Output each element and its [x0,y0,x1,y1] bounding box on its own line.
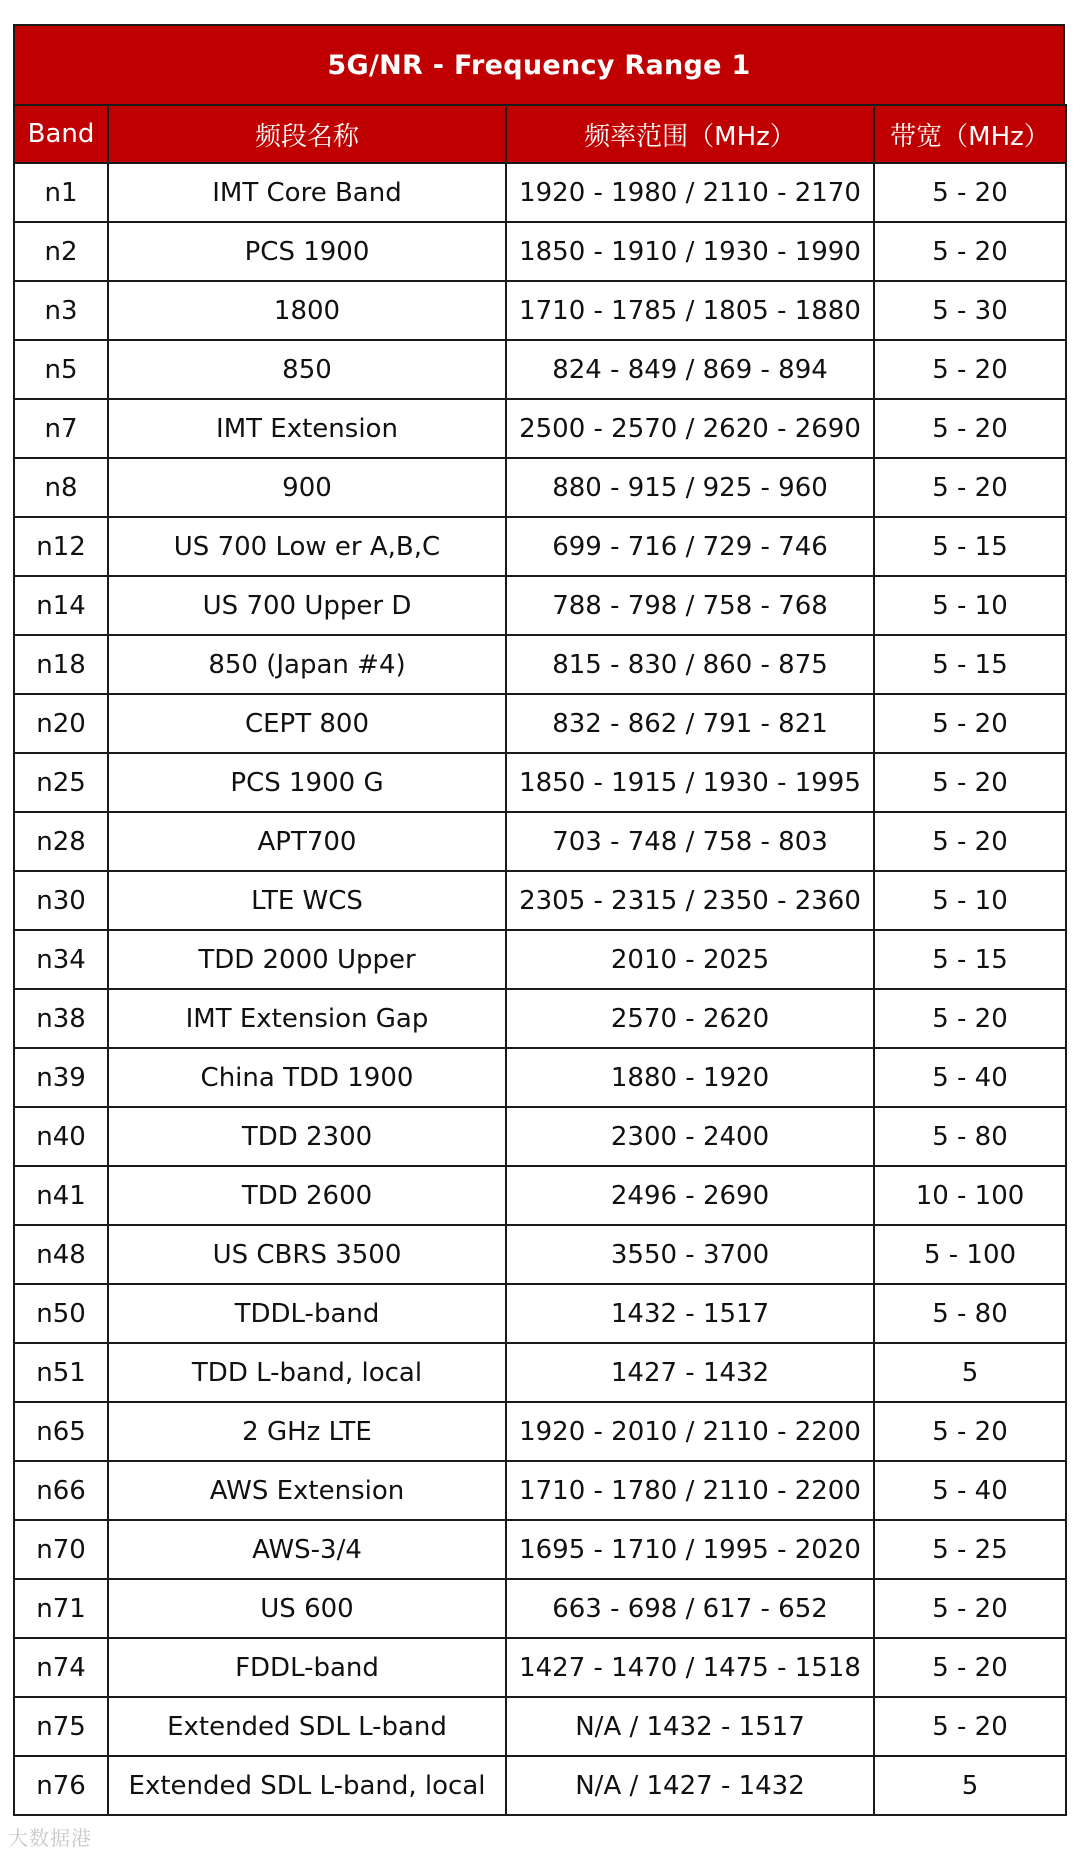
table-row [14,635,1066,694]
cell-frequency-range: 1427 - 1432 [506,1343,874,1402]
cell-bandwidth: 5 - 20 [874,458,1066,517]
cell-band-name: Extended SDL L-band [108,1697,506,1756]
cell-band: n40 [14,1107,108,1166]
table-row [14,340,1066,399]
table-row [14,1579,1066,1638]
table-row [14,576,1066,635]
cell-frequency-range: 2496 - 2690 [506,1166,874,1225]
cell-bandwidth: 5 - 20 [874,1579,1066,1638]
cell-frequency-range: 2500 - 2570 / 2620 - 2690 [506,399,874,458]
cell-bandwidth: 5 - 30 [874,281,1066,340]
cell-band-name: China TDD 1900 [108,1048,506,1107]
cell-band-name: IMT Extension Gap [108,989,506,1048]
cell-band-name: PCS 1900 G [108,753,506,812]
table-row [14,812,1066,871]
cell-band: n41 [14,1166,108,1225]
cell-band-name: APT700 [108,812,506,871]
cell-band: n50 [14,1284,108,1343]
table-row [14,1284,1066,1343]
cell-frequency-range: 699 - 716 / 729 - 746 [506,517,874,576]
cell-band: n34 [14,930,108,989]
cell-bandwidth: 5 - 20 [874,1697,1066,1756]
cell-frequency-range: 1710 - 1780 / 2110 - 2200 [506,1461,874,1520]
cell-frequency-range: 703 - 748 / 758 - 803 [506,812,874,871]
cell-frequency-range: 2300 - 2400 [506,1107,874,1166]
cell-band: n65 [14,1402,108,1461]
header-frequency-range: 频率范围（MHz） [506,105,874,163]
cell-bandwidth: 10 - 100 [874,1166,1066,1225]
table-row [14,399,1066,458]
cell-frequency-range: 1710 - 1785 / 1805 - 1880 [506,281,874,340]
cell-band-name: AWS-3/4 [108,1520,506,1579]
watermark-text: 大数据港 [8,1826,92,1850]
cell-bandwidth: 5 [874,1756,1066,1815]
table-row [14,222,1066,281]
cell-band-name: AWS Extension [108,1461,506,1520]
cell-bandwidth: 5 - 20 [874,222,1066,281]
cell-band: n39 [14,1048,108,1107]
cell-frequency-range: N/A / 1427 - 1432 [506,1756,874,1815]
cell-band: n18 [14,635,108,694]
cell-band: n51 [14,1343,108,1402]
cell-band: n1 [14,163,108,222]
frequency-table [13,104,1067,1816]
cell-frequency-range: 1880 - 1920 [506,1048,874,1107]
cell-band-name: TDD 2000 Upper [108,930,506,989]
cell-bandwidth: 5 - 20 [874,399,1066,458]
cell-frequency-range: 3550 - 3700 [506,1225,874,1284]
table-row [14,753,1066,812]
table-row [14,1461,1066,1520]
cell-bandwidth: 5 - 20 [874,340,1066,399]
cell-band: n25 [14,753,108,812]
table-row [14,694,1066,753]
cell-band: n7 [14,399,108,458]
cell-frequency-range: 1695 - 1710 / 1995 - 2020 [506,1520,874,1579]
cell-band-name: IMT Core Band [108,163,506,222]
cell-band-name: 1800 [108,281,506,340]
cell-bandwidth: 5 - 20 [874,812,1066,871]
cell-band: n74 [14,1638,108,1697]
cell-band: n48 [14,1225,108,1284]
frequency-table-container [13,24,1065,1816]
cell-frequency-range: 815 - 830 / 860 - 875 [506,635,874,694]
table-row [14,1520,1066,1579]
cell-band: n12 [14,517,108,576]
cell-frequency-range: 1920 - 2010 / 2110 - 2200 [506,1402,874,1461]
cell-bandwidth: 5 - 100 [874,1225,1066,1284]
cell-band: n30 [14,871,108,930]
header-band-name: 频段名称 [108,105,506,163]
cell-frequency-range: 788 - 798 / 758 - 768 [506,576,874,635]
table-row [14,1343,1066,1402]
cell-band-name: CEPT 800 [108,694,506,753]
cell-frequency-range: 2305 - 2315 / 2350 - 2360 [506,871,874,930]
cell-band: n38 [14,989,108,1048]
header-row [14,105,1066,163]
cell-band: n76 [14,1756,108,1815]
cell-frequency-range: 2010 - 2025 [506,930,874,989]
cell-frequency-range: 880 - 915 / 925 - 960 [506,458,874,517]
cell-frequency-range: 663 - 698 / 617 - 652 [506,1579,874,1638]
cell-band: n70 [14,1520,108,1579]
cell-band-name: 2 GHz LTE [108,1402,506,1461]
cell-frequency-range: 824 - 849 / 869 - 894 [506,340,874,399]
cell-band-name: IMT Extension [108,399,506,458]
cell-frequency-range: 1427 - 1470 / 1475 - 1518 [506,1638,874,1697]
cell-frequency-range: 1920 - 1980 / 2110 - 2170 [506,163,874,222]
cell-frequency-range: 832 - 862 / 791 - 821 [506,694,874,753]
table-row [14,1166,1066,1225]
cell-bandwidth: 5 - 40 [874,1048,1066,1107]
table-row [14,517,1066,576]
cell-band-name: FDDL-band [108,1638,506,1697]
cell-bandwidth: 5 - 10 [874,871,1066,930]
cell-band-name: US 600 [108,1579,506,1638]
cell-band: n2 [14,222,108,281]
cell-band: n8 [14,458,108,517]
header-bandwidth: 带宽（MHz） [874,105,1066,163]
table-row [14,1048,1066,1107]
cell-band-name: 850 [108,340,506,399]
cell-band-name: US 700 Low er A,B,C [108,517,506,576]
cell-bandwidth: 5 - 15 [874,517,1066,576]
table-row [14,1697,1066,1756]
cell-band-name: TDDL-band [108,1284,506,1343]
cell-bandwidth: 5 - 20 [874,989,1066,1048]
cell-bandwidth: 5 - 20 [874,1402,1066,1461]
cell-bandwidth: 5 - 80 [874,1107,1066,1166]
table-row [14,458,1066,517]
cell-frequency-range: 1850 - 1910 / 1930 - 1990 [506,222,874,281]
table-row [14,163,1066,222]
cell-band-name: PCS 1900 [108,222,506,281]
cell-bandwidth: 5 [874,1343,1066,1402]
cell-bandwidth: 5 - 20 [874,163,1066,222]
table-row [14,930,1066,989]
table-row [14,871,1066,930]
cell-band: n66 [14,1461,108,1520]
cell-band-name: TDD 2300 [108,1107,506,1166]
cell-band: n75 [14,1697,108,1756]
table-row [14,281,1066,340]
cell-bandwidth: 5 - 20 [874,753,1066,812]
cell-bandwidth: 5 - 20 [874,694,1066,753]
table-row [14,1225,1066,1284]
cell-bandwidth: 5 - 15 [874,930,1066,989]
cell-frequency-range: 2570 - 2620 [506,989,874,1048]
cell-bandwidth: 5 - 15 [874,635,1066,694]
cell-bandwidth: 5 - 20 [874,1638,1066,1697]
cell-bandwidth: 5 - 10 [874,576,1066,635]
cell-frequency-range: 1432 - 1517 [506,1284,874,1343]
cell-bandwidth: 5 - 25 [874,1520,1066,1579]
table-row [14,1402,1066,1461]
cell-bandwidth: 5 - 80 [874,1284,1066,1343]
cell-band: n14 [14,576,108,635]
table-row [14,1107,1066,1166]
cell-band: n71 [14,1579,108,1638]
table-row [14,1638,1066,1697]
cell-band-name: TDD 2600 [108,1166,506,1225]
table-title: 5G/NR - Frequency Range 1 [13,24,1065,104]
cell-band-name: US CBRS 3500 [108,1225,506,1284]
cell-bandwidth: 5 - 40 [874,1461,1066,1520]
cell-band: n3 [14,281,108,340]
table-body [14,163,1066,1815]
cell-band-name: 850 (Japan #4) [108,635,506,694]
cell-band-name: 900 [108,458,506,517]
cell-band-name: US 700 Upper D [108,576,506,635]
cell-frequency-range: N/A / 1432 - 1517 [506,1697,874,1756]
cell-band: n28 [14,812,108,871]
table-row [14,1756,1066,1815]
cell-frequency-range: 1850 - 1915 / 1930 - 1995 [506,753,874,812]
cell-band-name: LTE WCS [108,871,506,930]
cell-band: n20 [14,694,108,753]
cell-band-name: TDD L-band, local [108,1343,506,1402]
table-row [14,989,1066,1048]
cell-band-name: Extended SDL L-band, local [108,1756,506,1815]
cell-band: n5 [14,340,108,399]
header-band: Band [14,105,108,163]
